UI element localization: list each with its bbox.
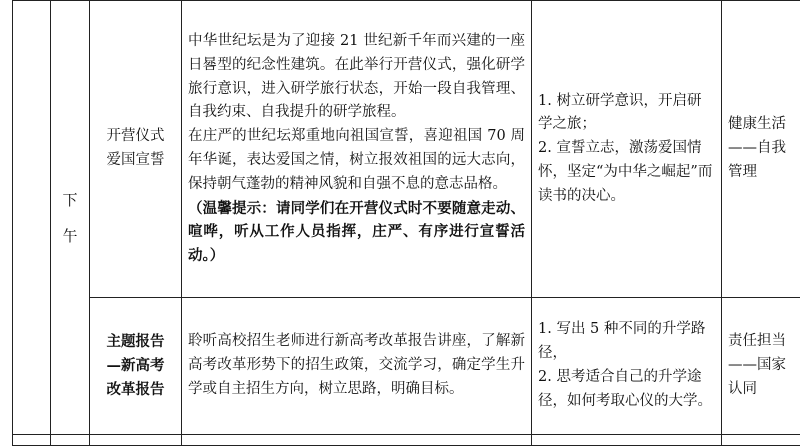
activity-name-cell bbox=[90, 1, 182, 298]
core-value-cell bbox=[722, 1, 800, 298]
goal-item: 1. 树立研学意识，开启研学之旅； bbox=[538, 90, 715, 138]
table-row bbox=[13, 298, 800, 435]
blank-cell bbox=[13, 1, 51, 435]
goal-item: 2. 思考适合自己的升学途径，如何考取心仪的大学。 bbox=[538, 366, 715, 414]
content-paragraph: 中华世纪坛是为了迎接 21 世纪新千年而兴建的一座日晷型的纪念性建筑。在此举行开营仪式，强化研学旅行意识，进入研学旅行状态，开始一段自我管理、自我约束、自我提升的研学旅程。 bbox=[188, 30, 525, 125]
goal-item: 2. 宣誓立志，激荡爱国情怀，坚定“为中华之崛起”而读书的决心。 bbox=[538, 137, 715, 208]
period-char: 下 bbox=[51, 182, 89, 218]
activity-content-cell bbox=[182, 298, 532, 435]
activity-name-cell bbox=[90, 298, 182, 435]
content-paragraph: 聆听高校招生老师进行新高考改革报告讲座，了解新高考改革形势下的招生政策，交流学习，确定学生升学或自主招生方向，树立思路，明确目标。 bbox=[188, 330, 525, 401]
goals-cell bbox=[532, 298, 722, 435]
schedule-table bbox=[12, 0, 800, 446]
content-paragraph: 在庄严的世纪坛郑重地向祖国宣誓，喜迎祖国 70 周年华诞，表达爱国之情，树立报效祖国的远大志向，保持朝气蓬勃的精神风貌和自强不息的意志品格。 bbox=[188, 125, 525, 196]
activity-name-line: 改革报告 bbox=[94, 378, 177, 402]
activity-name-line: 爱国宣誓 bbox=[94, 149, 177, 173]
activity-name-line: 开营仪式 bbox=[94, 125, 177, 149]
core-value-cell bbox=[722, 298, 800, 435]
table-row bbox=[13, 1, 800, 298]
period-cell bbox=[51, 1, 90, 435]
activity-name-line: —新高考 bbox=[94, 354, 177, 378]
activity-content-cell bbox=[182, 1, 532, 298]
goal-item: 1. 写出 5 种不同的升学路径， bbox=[538, 318, 715, 366]
core-value-text: 健康生活——自我管理 bbox=[728, 113, 795, 184]
warm-tip: （温馨提示：请同学们在开营仪式时不要随意走动、喧哗，听从工作人员指挥，庄严、有序进行宣誓活动。） bbox=[188, 197, 525, 268]
period-char: 午 bbox=[51, 218, 89, 254]
core-value-text: 责任担当——国家认同 bbox=[728, 330, 795, 401]
activity-name-line: 主题报告 bbox=[94, 330, 177, 354]
goals-cell bbox=[532, 1, 722, 298]
